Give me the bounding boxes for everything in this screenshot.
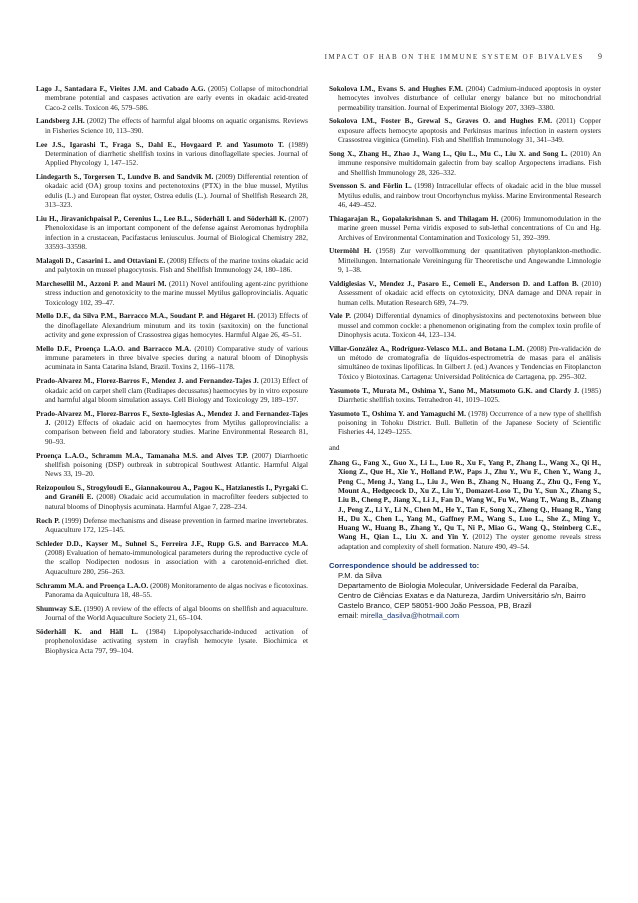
reference-details: (2002) The effects of harmful algal blooms on aquatic organisms. Reviews in Fisheries Science 10, 113–390.	[45, 116, 309, 135]
reference-details: (2012) The oyster genome reveals stress adaptation and complexity of shell formation. Nature 490, 49–54.	[338, 532, 601, 551]
reference-authors: Prado-Alvarez M., Florez-Barros F., Mendez J. and Fernandez-Tajes J.	[36, 376, 259, 386]
reference-entry	[36, 451, 308, 479]
reference-details: (2007) Diarrhoetic shellfish poisoning (DSP) outbreak in subtropical Southwest Atlantic. Harmful Algal News 33, 19–20.	[45, 450, 309, 479]
reference-entry	[329, 279, 601, 307]
reference-details: (2013) Effects of the dinoflagellate Alexandrium minutum and its toxin (saxitoxin) on the functional activity and gene expression of Crassostrea gigas hemocytes. Harmful Algae 26, 45–51.	[45, 311, 308, 339]
reference-authors: Marchesellil M., Azzoni P. and Mauri M.	[36, 278, 167, 288]
reference-details: (1989) Determination of diarrhetic shellfish toxins in various dinoflagellate species. Journal of Applied Phycology 1, 147–152.	[45, 139, 308, 168]
reference-authors: Proença L.A.O., Schramm M.A., Tamanaha M.S. and Alves T.P.	[36, 450, 249, 460]
reference-details: (2005) Collapse of mitochondrial membrane potential and caspases activation are early events in okadaic acid-treated Caco-2 cells. Toxicon 46, 579–586.	[45, 84, 308, 112]
reference-details: (1978) Occurrence of a new type of shellfish poisoning in Tohoku District. Bull. Bulletin of the Japanese Society of Scientific Fisheries 44, 1249–1255.	[338, 408, 601, 437]
reference-entry	[36, 409, 308, 446]
reference-details: (2013) Effect of okadaic acid on carpet shell clam (Ruditapes decussatus) haemocytes by in vitro exposure and harmful algal bloom simulation assays. Cell Biology and Toxicology 29, 189–197.	[45, 376, 308, 404]
reference-authors: Vale P.	[329, 311, 351, 321]
page-number: 9	[598, 52, 602, 61]
reference-details: (1985) Diarrhetic shellfish toxins. Tetrahedron 41, 1019–1025.	[338, 385, 601, 404]
reference-details: (2009) Differential retention of okadaic acid (OA) group toxins and pectenotoxins (PTX) in the blue mussel, Mytilus edulis (L.) and European flat oyster, Ostrea edulis (L.). Journal of Shellfish Research 28, 313–323.	[45, 172, 308, 210]
reference-details: (1999) Defense mechanisms and disease prevention in farmed marine invertebrates. Aquaculture 172, 125–145.	[45, 515, 308, 534]
reference-authors: Malagoli D., Casarini L. and Ottaviani E.	[36, 255, 166, 265]
reference-entry	[329, 458, 601, 551]
reference-authors: Svensson S. and Förlin L.	[329, 181, 412, 191]
reference-details: (2004) Differential dynamics of dinophysistoxins and pectenotoxins between blue mussel and common cockle: a phenomenon originating from the complex toxin profile of Dinophysis acuta. Toxicon 44, 123–134.	[338, 311, 602, 339]
reference-details: (2008) Okadaic acid accumulation in macrofilter feeders subjected to natural blooms of Dinophysis acuminata. Harmful Algae 7, 228–234.	[45, 492, 308, 511]
reference-authors: Prado-Alvarez M., Florez-Barros F., Sexto-Iglesias A., Mendez J. and Fernandez-Tajes J.	[36, 408, 308, 428]
reference-entry	[329, 149, 601, 177]
correspondence-block	[329, 561, 601, 621]
reference-entry	[36, 214, 308, 251]
reference-entry	[329, 311, 601, 339]
reference-entry	[329, 214, 601, 242]
reference-entry	[36, 116, 308, 135]
left-reference-column	[36, 84, 308, 659]
reference-authors: Thiagarajan R., Gopalakrishnan S. and Thilagam H.	[329, 213, 499, 223]
reference-entry	[36, 256, 308, 275]
right-reference-column	[329, 84, 601, 621]
reference-entry	[36, 516, 308, 535]
reference-details: (1998) Intracellular effects of okadaic acid in the blue mussel Mytilus edulis, and rainbow trout Oncorhynchus mykiss. Marine Environmental Research 46, 449–452.	[338, 181, 601, 210]
reference-entry	[36, 311, 308, 339]
correspondence-address: Departamento de Biologia Molecular, Universidade Federal da Paraíba, Centro de Ciências Exatas e da Natureza, Jardim Universitário s/n, Bairro Castelo Branco, CEP 58051-900 João Pessoa, PB, Brazil	[338, 581, 586, 610]
reference-entry	[36, 279, 308, 307]
reference-entry	[36, 172, 308, 209]
reference-entry	[329, 246, 601, 274]
reference-authors: Utermöhl H.	[329, 246, 372, 256]
reference-authors: Zhang G., Fang X., Guo X., Li L., Luo R., Xu F., Yang P., Zhang L., Wang X., Qi H., Xiong Z., Que H., Xie Y., Holland P.W., Paps J., Zhu Y., Wu F., Chen Y., Wang J., Peng C., Meng J., Yang L., Liu J., Wen B., Zhang N., Huang Z., Zhu Q., Feng Y., Mount A., Hedgecock D., Xu Z., Liu Y., Domazet-Loso T., Du Y., Sun X., Zhang S., Liu B., Cheng P., Jiang X., Li J., Fan D., Wang W., Fu W., Wang T., Wang B., Zhang J., Peng Z., Li Y., Li N., Chen M., He Y., Tan F., Song X., Zheng Q., Huang R., Yang H., Du X., Chen L., Yang M., Gaffney P.M., Wang S., Luo L., She Z., Ming Y., Huang W., Huang B., Zhang Y., Qu T., Ni P., Miao G., Wang Q., Steinberg C.E., Wang H., Qian L., Liu X. and Yin Y.	[329, 458, 601, 542]
reference-authors: Landsberg J.H.	[36, 116, 85, 126]
reference-authors: Yasumoto T., Oshima Y. and Yamaguchi M.	[329, 408, 467, 418]
reference-details: (2012) Effects of okadaic acid on haemocytes from Mytilus galloprovincialis: a comparison between field and laboratory studies. Marine Environmental Research 81, 90–93.	[45, 418, 308, 446]
reference-entry	[329, 344, 601, 381]
reference-authors: Yasumoto T., Murata M., Oshima Y., Sano M., Matsumoto G.K. and Clardy J.	[329, 385, 580, 395]
reference-entry	[36, 627, 308, 655]
and-text: and	[329, 442, 340, 452]
reference-authors: Lindegarth S., Torgersen T., Lundve B. and Sandvik M.	[36, 172, 214, 182]
reference-entry	[36, 581, 308, 600]
reference-authors: Roch P.	[36, 515, 60, 525]
reference-details: (2008) Pre-validación de un método de cromatografía de líquidos-espectrometría de masas para el análisis simultáneo de toxinas lipofílicas. In Gilbert J. (ed.) Avances y Tendencias en Fitoplancton Tóxico y Biotoxinas. Cartagena: Universidad Politécnica de Cartagena, pp. 295–302.	[338, 343, 601, 381]
reference-details: (2008) Effects of the marine toxins okadaic acid and palytoxin on mussel phagocytosis. Fish and Shellfish Immunology 24, 180–186.	[45, 255, 308, 275]
reference-authors: Valdiglesias V., Mendez J., Pasaro E., Cemeli E., Anderson D. and Laffon B.	[329, 278, 579, 288]
reference-details: (1984) Lipopolysaccharide-induced activation of prophenoloxidase activating system in crayfish hemocyte lysate. Biochimica et Biophysica Acta 797, 99–104.	[45, 626, 308, 655]
reference-details: (2010) Assessment of okadaic acid effects on cytotoxicity, DNA damage and DNA repair in human cells. Mutation Research 689, 74–79.	[338, 278, 601, 307]
reference-authors: Lago J., Santadara F., Vieites J.M. and Cabado A.G.	[36, 84, 206, 93]
running-title: IMPACT OF HAB ON THE IMMUNE SYSTEM OF BIVALVES	[324, 53, 584, 61]
reference-details: (2008) Monitoramento de algas nocivas e ficotoxinas. Panorama da Aquicultura 18, 48–55.	[45, 580, 308, 599]
reference-authors: Shumway S.E.	[36, 603, 82, 613]
reference-details: (1990) A review of the effects of algal blooms on shellfish and aquaculture. Journal of the World Aquaculture Society 21, 65–104.	[45, 603, 308, 623]
reference-entry	[36, 344, 308, 372]
reference-entry	[329, 116, 601, 144]
reference-entry	[36, 376, 308, 404]
reference-entry	[329, 181, 601, 209]
reference-details: (2006) Immunomodulation in the marine green mussel Perna viridis exposed to sub-lethal concentrations of Cu and Hg. Archives of Environmental Contamination and Toxicology 51, 392–399.	[338, 213, 602, 242]
reference-entry	[36, 483, 308, 511]
reference-entry	[36, 539, 308, 576]
email-link[interactable]: mirella_dasilva@hotmail.com	[360, 611, 460, 620]
reference-details: (2011) Copper exposure affects hemocyte apoptosis and Perkinsus marinus infection in eastern oysters Crassostrea virginica (Gmelin). Fish and Shellfish Immunology 31, 341–349.	[338, 116, 601, 145]
reference-authors: Sokolova I.M., Evans S. and Hughes F.M.	[329, 84, 463, 93]
reference-details: (2008) Evaluation of hemato-immunological parameters during the reproductive cycle of the scallop Nodipecten nodosus in association with a carotenoid-enriched diet. Aquaculture 280, 256–263.	[45, 548, 308, 576]
reference-authors: Söderhäll K. and Häll L.	[36, 626, 138, 636]
reference-authors: Mello D.F., Proença L.A.O. and Barracco M.A.	[36, 343, 192, 353]
reference-details: (2011) Novel antifouling agent-zinc pyrithione stress induction and genotoxicity to the marine mussel Mytilus galloprovincialis. Aquatic Toxicology 102, 39–47.	[45, 278, 308, 307]
reference-details: (1958) Zur vervollkommung der quantitativen phytoplankton-methodic. Mitteilungen. Internationale Vereiningung für Theoretische und Angewandte Limnologie 9, 1–38.	[338, 246, 601, 275]
correspondence-heading: Correspondence should be addressed to:	[329, 561, 480, 570]
reference-details: (2004) Cadmium-induced apoptosis in oyster hemocytes involves disturbance of cellular energy balance but no mitochondrial permeability transition. Journal of Experimental Biology 207, 3369–3380.	[338, 84, 601, 112]
reference-entry	[36, 140, 308, 168]
reference-authors: Mello D.F., da Silva P.M., Barracco M.A., Soudant P. and Hégaret H.	[36, 311, 256, 321]
right-reference-list	[329, 84, 601, 437]
running-head	[325, 52, 602, 61]
reference-authors: Villar-González A., Rodríguez-Velasco M.L. and Botana L.M.	[329, 343, 525, 353]
correspondence-email-line	[338, 611, 601, 621]
reference-authors: Sokolova I.M., Foster B., Grewal S., Graves O. and Hughes F.M.	[329, 116, 553, 126]
reference-entry	[36, 604, 308, 623]
reference-authors: Lee J.S., Igarashi T., Fraga S., Dahl E., Hovgaard P. and Yasumoto T.	[36, 139, 284, 149]
reference-details: (2007) Phenoloxidase is an important component of the defense against Aeromonas hydrophila infection in a crustacean, Pacifastacus leniusculus. Journal of Biological Chemistry 282, 33593–33598.	[45, 213, 309, 251]
reference-authors: Schleder D.D., Kayser M., Suhnel S., Ferreira J.F., Rupp G.S. and Barracco M.A.	[36, 538, 308, 548]
reference-entry	[36, 84, 308, 112]
reference-authors: Liu H., Jiravanichpaisal P., Cerenius L., Lee B.L., Söderhäll I. and Söderhäll K.	[36, 213, 287, 223]
reference-details: (2010) An immune responsive multidomain galectin from bay scallop Argopectens irradians. Fish and Shellfish Immunology 28, 326–332.	[338, 148, 601, 177]
reference-authors: Reizopoulou S., Strogyloudi E., Giannakourou A., Pagou K., Hatzianestis I., Pyrgaki C. and Granéli E.	[36, 483, 308, 502]
reference-entry	[329, 409, 601, 437]
email-label: email:	[338, 611, 361, 620]
reference-details: (2010) Comparative study of various immune parameters in three bivalve species during a natural bloom of Dinophysis acuminata in Santa Catarina Island, Brazil. Toxins 2, 1166–1178.	[45, 343, 308, 372]
correspondence-name: P.M. da Silva	[338, 571, 382, 580]
reference-authors: Song X., Zhang H., Zhao J., Wang L., Qiu L., Mu C., Liu X. and Song L.	[329, 148, 568, 158]
reference-entry	[329, 84, 601, 112]
reference-authors: Schramm M.A. and Proença L.A.O.	[36, 580, 149, 590]
reference-entry	[329, 386, 601, 405]
